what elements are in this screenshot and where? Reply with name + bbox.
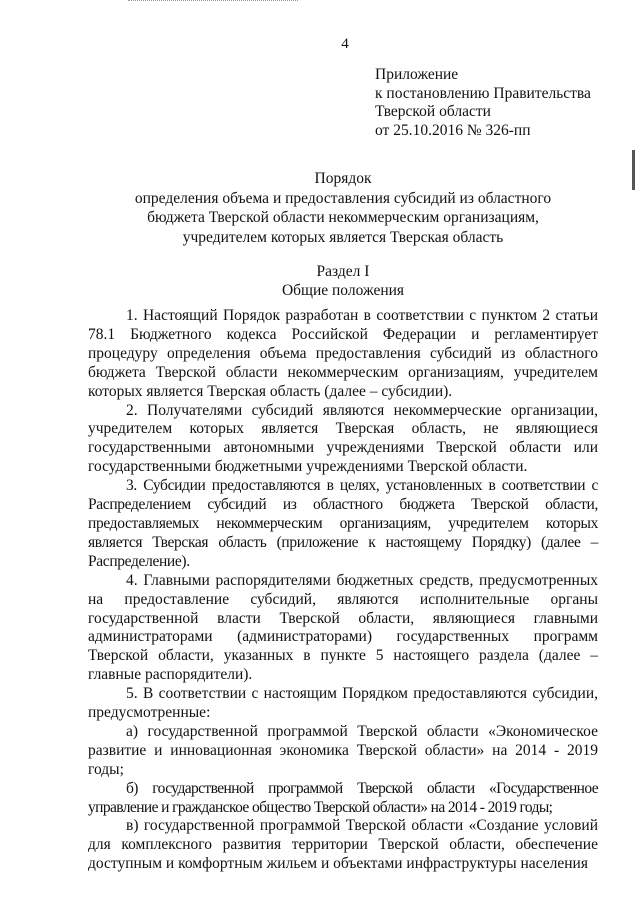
section-name: Общие положения xyxy=(281,282,405,299)
section-number: Раздел I xyxy=(316,263,370,280)
page-number: 4 xyxy=(341,36,349,52)
paragraph: 5. В соответствии с настоящим Порядком предоставляются субсидии, предусмотренные: xyxy=(88,685,598,722)
title-line: Порядок xyxy=(314,170,372,187)
title-line: учредителем которых является Тверская область xyxy=(182,228,504,246)
document-body xyxy=(88,307,598,874)
document-title xyxy=(88,169,598,247)
appendix-line: от 25.10.2016 № 326-пп xyxy=(375,121,531,139)
paragraph: 3. Субсидии предоставляются в целях, установленных в соответствии с Распределением субсидий из областного бюджета Тверской области, предоставляемых некоммерческим организациям, учредителем которых является Тверская область (приложение к настоящему Порядку) (далее – Распределение). xyxy=(88,477,598,570)
scan-artifact-top xyxy=(128,0,298,4)
appendix-line: к постановлению Правительства xyxy=(375,84,591,102)
paragraph: а) государственной программой Тверской области «Экономическое развитие и инновационная экономика Тверской области» на 2014 - 2019 годы; xyxy=(88,722,598,778)
paragraph: б) государственной программой Тверской области «Государственное управление и гражданское общество Тверской области» на 2014 - 2019 годы; xyxy=(88,779,598,816)
section-heading xyxy=(88,262,598,300)
appendix-line: Приложение xyxy=(375,66,459,83)
appendix-header xyxy=(375,66,591,140)
title-line: определения объема и предоставления субсидий из областного xyxy=(134,189,552,207)
paragraph: 4. Главными распорядителями бюджетных средств, предусмотренных на предоставление субсидий, являются исполнительные органы государственной власти Тверской области, являющиеся главными администраторами (администраторами) государственных программ Тверской области, указанных в пункте 5 настоящего раздела (далее – главные распорядители). xyxy=(88,571,598,684)
paragraph: в) государственной программой Тверской области «Создание условий для комплексного развития территории Тверской области, обеспечение доступным и комфортным жильем и объектами инфраструктуры населения xyxy=(88,817,598,873)
scan-artifact-right xyxy=(632,150,635,190)
paragraph: 2. Получателями субсидий являются некоммерческие организации, учредителем которых является Тверская область, не являющиеся государственными автономными учреждениями Тверской области или государственными бюджетными учреждениями Тверской области. xyxy=(88,401,598,476)
paragraph: 1. Настоящий Порядок разработан в соответствии с пунктом 2 статьи 78.1 Бюджетного кодекса Российской Федерации и регламентирует процедуру определения объема предоставления субсидий из областного бюджета Тверской области некоммерческим организациям, учредителем которых является Тверская область (далее – субсидии). xyxy=(88,307,598,400)
title-line: бюджета Тверской области некоммерческим организациям, xyxy=(147,209,539,226)
appendix-line: Тверской области xyxy=(375,103,491,120)
